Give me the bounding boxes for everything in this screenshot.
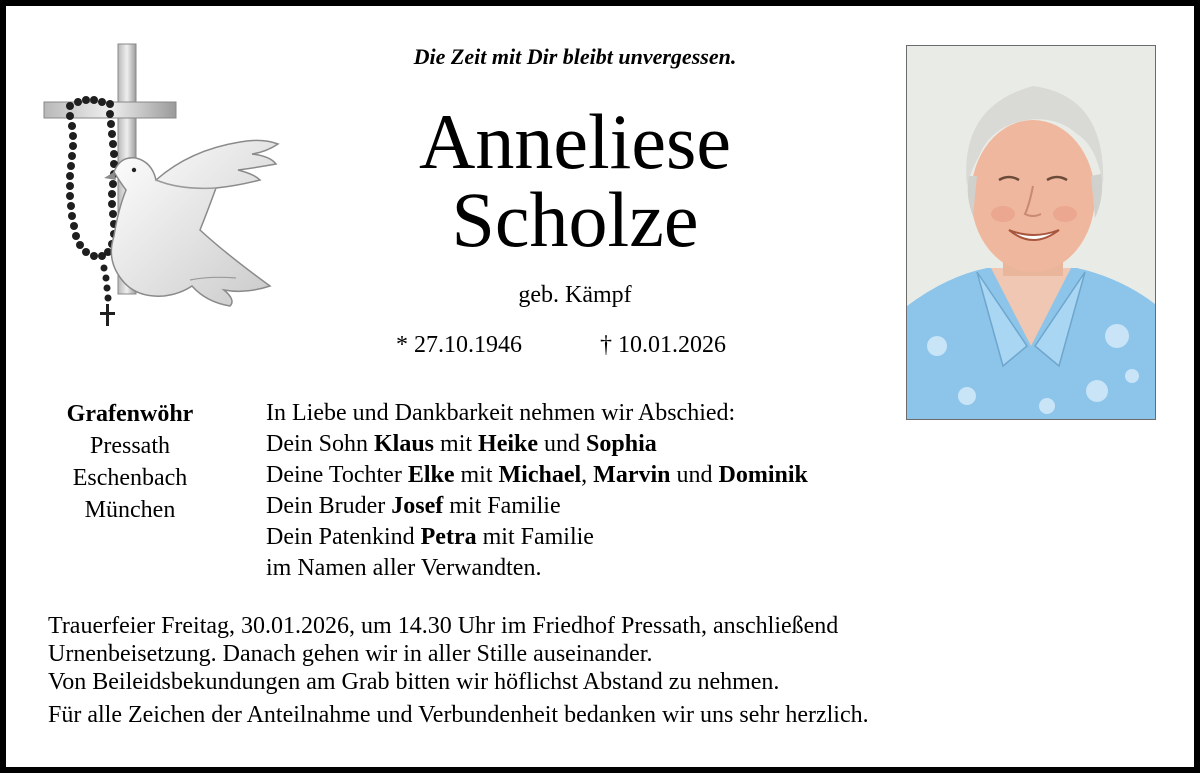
mourner-line [266, 553, 906, 584]
mourners-block [266, 398, 906, 584]
text-run: Deine Tochter [266, 462, 408, 488]
name-run: Michael [498, 462, 582, 488]
name-run: Petra [420, 524, 477, 550]
places-list [30, 398, 230, 526]
name-run: Dominik [718, 462, 808, 488]
notice-line: Von Beileidsbekundungen am Grab bitten wir höflichst Abstand zu nehmen. [48, 669, 780, 695]
name-run: Elke [407, 462, 455, 488]
text-run: Dein Sohn [266, 431, 374, 457]
birth-name: geb. Kämpf [518, 282, 632, 308]
first-name: Anneliese [419, 98, 731, 185]
place-item: Eschenbach [72, 465, 188, 491]
text-run: im Namen aller Verwandten. [266, 555, 542, 581]
text-run: Dein Patenkind [266, 524, 421, 550]
thanks-line: Für alle Zeichen der Anteilnahme und Verbundenheit bedanken wir uns sehr herzlich. [48, 702, 869, 728]
death-date: † 10.01.2026 [600, 332, 726, 358]
text-run: und [670, 462, 719, 488]
name-run: Sophia [586, 431, 657, 457]
name-run: Marvin [593, 462, 671, 488]
text-run: mit [454, 462, 499, 488]
portrait-photo [906, 45, 1156, 420]
text-run: und [538, 431, 587, 457]
place-item: Grafenwöhr [66, 401, 194, 427]
text-run: mit [434, 431, 479, 457]
place-item: Pressath [90, 433, 170, 459]
mourner-line [266, 460, 906, 491]
mourner-line [266, 491, 906, 522]
text-run: Dein Bruder [266, 493, 392, 519]
mourner-line [266, 429, 906, 460]
notice-line: Urnenbeisetzung. Danach gehen wir in aller Stille auseinander. [48, 641, 653, 667]
text-run: mit Familie [476, 524, 594, 550]
place-item: München [84, 497, 176, 523]
funeral-notice [48, 612, 1158, 729]
mourners-intro: In Liebe und Dankbarkeit nehmen wir Abschied: [266, 400, 736, 426]
motto: Die Zeit mit Dir bleibt unvergessen. [413, 44, 737, 69]
notice-line: Trauerfeier Freitag, 30.01.2026, um 14.30 Uhr im Friedhof Pressath, anschließend [48, 613, 839, 639]
name-run: Klaus [374, 431, 435, 457]
birth-date: * 27.10.1946 [396, 332, 522, 358]
name-run: Josef [391, 493, 444, 519]
text-run: , [581, 462, 594, 488]
name-run: Heike [478, 431, 539, 457]
last-name: Scholze [451, 176, 699, 263]
cross-dove-rosary-icon [40, 40, 290, 340]
mourner-line [266, 522, 906, 553]
text-run: mit Familie [443, 493, 561, 519]
